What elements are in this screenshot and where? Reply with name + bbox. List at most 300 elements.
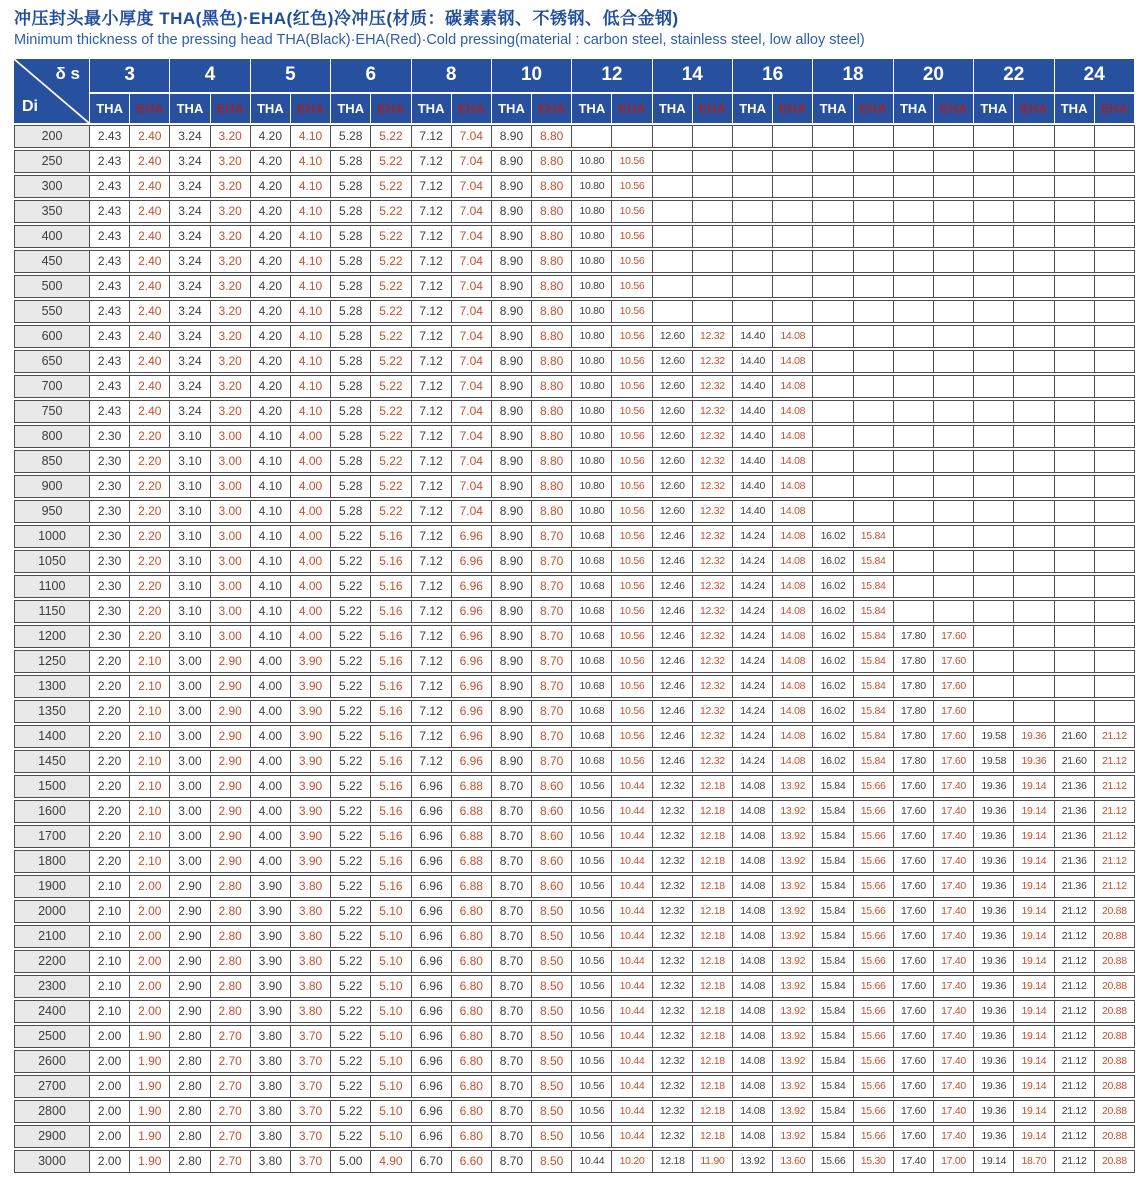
tha-value-cell: 8.70 <box>492 800 532 823</box>
tha-value-cell: 12.32 <box>653 950 693 973</box>
tha-value-cell: 12.32 <box>653 800 693 823</box>
eha-value-cell: 20.88 <box>1095 1100 1135 1123</box>
eha-value-cell: 3.00 <box>211 575 251 598</box>
eha-value-cell: 2.40 <box>130 125 170 148</box>
eha-value-cell: 6.80 <box>452 1050 492 1073</box>
eha-value-cell <box>1014 650 1054 673</box>
eha-value-cell: 3.70 <box>291 1125 331 1148</box>
tha-value-cell: 2.00 <box>90 1150 130 1173</box>
tha-value-cell: 14.24 <box>733 675 773 698</box>
eha-value-cell <box>1014 575 1054 598</box>
tha-value-cell: 2.20 <box>90 650 130 673</box>
tha-value-cell: 12.32 <box>653 850 693 873</box>
di-cell: 400 <box>14 225 90 248</box>
eha-value-cell: 1.90 <box>130 1100 170 1123</box>
eha-value-cell: 7.04 <box>452 425 492 448</box>
eha-value-cell: 8.80 <box>532 350 572 373</box>
eha-value-cell: 2.70 <box>211 1125 251 1148</box>
tha-value-cell: 2.10 <box>90 900 130 923</box>
tha-value-cell: 5.22 <box>331 550 371 573</box>
di-cell: 2700 <box>14 1075 90 1098</box>
eha-value-cell: 6.80 <box>452 950 492 973</box>
tha-value-cell <box>813 250 853 273</box>
tha-value-cell <box>572 125 612 148</box>
tha-value-cell: 10.68 <box>572 525 612 548</box>
eha-value-cell: 5.16 <box>371 775 411 798</box>
tha-value-cell: 10.80 <box>572 175 612 198</box>
eha-value-cell <box>693 275 733 298</box>
eha-value-cell <box>1095 200 1135 223</box>
tha-value-cell: 12.46 <box>653 750 693 773</box>
tha-value-cell: 4.10 <box>251 600 291 623</box>
eha-value-cell: 3.00 <box>211 550 251 573</box>
tha-value-cell: 8.90 <box>492 600 532 623</box>
eha-value-cell: 5.22 <box>371 275 411 298</box>
eha-value-cell: 8.80 <box>532 300 572 323</box>
eha-value-cell: 20.88 <box>1095 1125 1135 1148</box>
eha-value-cell: 6.96 <box>452 725 492 748</box>
eha-value-cell: 17.00 <box>934 1150 974 1173</box>
tha-value-cell: 21.12 <box>1055 975 1095 998</box>
eha-value-cell: 5.22 <box>371 125 411 148</box>
eha-value-cell: 12.18 <box>693 1100 733 1123</box>
tha-value-cell: 3.24 <box>170 350 210 373</box>
tha-value-cell: 5.22 <box>331 950 371 973</box>
tha-value-cell <box>653 200 693 223</box>
tha-value-cell: 2.00 <box>90 1050 130 1073</box>
tha-value-cell: 3.24 <box>170 250 210 273</box>
eha-value-cell: 7.04 <box>452 225 492 248</box>
eha-value-cell: 10.56 <box>612 625 652 648</box>
tha-value-cell: 10.56 <box>572 950 612 973</box>
tha-value-cell <box>974 275 1014 298</box>
tha-value-cell: 6.70 <box>412 1150 452 1173</box>
tha-value-cell <box>813 200 853 223</box>
tha-value-cell: 7.12 <box>412 275 452 298</box>
eha-value-cell <box>773 175 813 198</box>
tha-value-cell: 3.00 <box>170 650 210 673</box>
tha-value-cell: 3.80 <box>251 1050 291 1073</box>
tha-value-cell: 8.90 <box>492 175 532 198</box>
table-row <box>14 1050 1135 1073</box>
tha-value-cell <box>813 300 853 323</box>
tha-value-cell: 17.80 <box>894 675 934 698</box>
table-row <box>14 750 1135 773</box>
eha-value-cell: 8.50 <box>532 975 572 998</box>
tha-value-cell: 21.12 <box>1055 900 1095 923</box>
tha-value-cell: 3.90 <box>251 1000 291 1023</box>
di-cell: 800 <box>14 425 90 448</box>
eha-value-cell: 4.10 <box>291 250 331 273</box>
eha-value-cell <box>1095 625 1135 648</box>
di-cell: 1450 <box>14 750 90 773</box>
table-row <box>14 1125 1135 1148</box>
eha-value-cell: 12.32 <box>693 475 733 498</box>
eha-value-cell: 13.92 <box>773 825 813 848</box>
di-cell: 1100 <box>14 575 90 598</box>
eha-value-cell: 3.00 <box>211 525 251 548</box>
eha-value-cell: 1.90 <box>130 1075 170 1098</box>
eha-value-cell: 3.20 <box>211 200 251 223</box>
eha-value-cell: 8.80 <box>532 500 572 523</box>
eha-value-cell: 14.08 <box>773 525 813 548</box>
eha-value-cell <box>1095 400 1135 423</box>
di-cell: 200 <box>14 125 90 148</box>
eha-value-cell: 13.92 <box>773 1125 813 1148</box>
eha-subheader-cell: EHA <box>934 94 974 123</box>
tha-value-cell: 3.00 <box>170 775 210 798</box>
tha-value-cell <box>894 425 934 448</box>
tha-value-cell: 5.28 <box>331 475 371 498</box>
tha-value-cell: 3.90 <box>251 875 291 898</box>
eha-value-cell: 15.66 <box>854 1000 894 1023</box>
tha-value-cell <box>1055 625 1095 648</box>
eha-value-cell <box>1014 700 1054 723</box>
tha-value-cell <box>974 525 1014 548</box>
table-row <box>14 925 1135 948</box>
tha-value-cell: 17.60 <box>894 975 934 998</box>
size-header-cell: 3 <box>90 59 170 92</box>
eha-value-cell: 17.40 <box>934 1125 974 1148</box>
eha-value-cell: 21.12 <box>1095 825 1135 848</box>
tha-value-cell <box>894 450 934 473</box>
tha-value-cell: 10.68 <box>572 725 612 748</box>
tha-value-cell: 2.30 <box>90 575 130 598</box>
eha-value-cell: 10.56 <box>612 425 652 448</box>
di-cell: 1250 <box>14 650 90 673</box>
corner-label-thickness: δ s <box>55 63 80 83</box>
tha-value-cell: 16.02 <box>813 600 853 623</box>
eha-value-cell: 3.80 <box>291 975 331 998</box>
eha-value-cell: 5.22 <box>371 225 411 248</box>
tha-value-cell: 4.20 <box>251 175 291 198</box>
table-row <box>14 1075 1135 1098</box>
tha-value-cell: 2.80 <box>170 1100 210 1123</box>
eha-value-cell: 4.10 <box>291 375 331 398</box>
eha-value-cell: 7.04 <box>452 250 492 273</box>
tha-value-cell: 15.84 <box>813 1100 853 1123</box>
tha-value-cell: 8.90 <box>492 350 532 373</box>
tha-value-cell: 12.32 <box>653 775 693 798</box>
table-row <box>14 825 1135 848</box>
eha-value-cell <box>773 225 813 248</box>
corner-cell <box>14 59 90 123</box>
tha-value-cell: 4.10 <box>251 525 291 548</box>
eha-value-cell: 2.70 <box>211 1025 251 1048</box>
eha-value-cell: 7.04 <box>452 400 492 423</box>
eha-value-cell: 8.70 <box>532 575 572 598</box>
tha-value-cell: 8.70 <box>492 1125 532 1148</box>
tha-value-cell <box>974 200 1014 223</box>
tha-subheader-cell: THA <box>331 94 371 123</box>
eha-value-cell: 15.66 <box>854 1100 894 1123</box>
eha-value-cell: 8.50 <box>532 925 572 948</box>
tha-value-cell: 21.36 <box>1055 850 1095 873</box>
tha-value-cell: 2.43 <box>90 300 130 323</box>
eha-value-cell: 2.10 <box>130 850 170 873</box>
tha-value-cell: 8.90 <box>492 225 532 248</box>
di-cell: 1050 <box>14 550 90 573</box>
table-row <box>14 1025 1135 1048</box>
eha-value-cell: 8.70 <box>532 675 572 698</box>
eha-value-cell <box>1095 500 1135 523</box>
tha-value-cell: 4.20 <box>251 350 291 373</box>
eha-value-cell: 2.80 <box>211 1000 251 1023</box>
size-header-cell: 16 <box>733 59 813 92</box>
tha-value-cell: 6.96 <box>412 950 452 973</box>
tha-value-cell: 3.90 <box>251 975 291 998</box>
tha-value-cell: 4.00 <box>251 800 291 823</box>
tha-value-cell: 10.68 <box>572 575 612 598</box>
table-row <box>14 575 1135 598</box>
eha-subheader-cell: EHA <box>693 94 733 123</box>
eha-value-cell: 10.44 <box>612 1075 652 1098</box>
eha-value-cell: 14.08 <box>773 425 813 448</box>
eha-value-cell: 2.20 <box>130 475 170 498</box>
tha-value-cell: 2.20 <box>90 825 130 848</box>
tha-value-cell: 7.12 <box>412 350 452 373</box>
eha-value-cell: 12.18 <box>693 1050 733 1073</box>
tha-value-cell: 3.24 <box>170 225 210 248</box>
tha-value-cell: 8.70 <box>492 825 532 848</box>
tha-value-cell: 2.80 <box>170 1075 210 1098</box>
tha-value-cell: 2.43 <box>90 225 130 248</box>
eha-value-cell <box>612 125 652 148</box>
eha-value-cell: 20.88 <box>1095 1050 1135 1073</box>
eha-value-cell: 6.88 <box>452 850 492 873</box>
eha-value-cell: 6.96 <box>452 600 492 623</box>
eha-value-cell: 17.60 <box>934 650 974 673</box>
tha-value-cell <box>894 275 934 298</box>
tha-value-cell: 10.56 <box>572 850 612 873</box>
tha-value-cell: 4.00 <box>251 675 291 698</box>
tha-value-cell: 5.28 <box>331 400 371 423</box>
tha-value-cell <box>1055 125 1095 148</box>
tha-value-cell: 12.46 <box>653 575 693 598</box>
tha-value-cell <box>974 450 1014 473</box>
eha-value-cell: 8.50 <box>532 1025 572 1048</box>
eha-value-cell: 13.92 <box>773 775 813 798</box>
tha-value-cell: 19.58 <box>974 725 1014 748</box>
table-row <box>14 400 1135 423</box>
tha-value-cell: 3.24 <box>170 300 210 323</box>
eha-value-cell: 12.18 <box>693 875 733 898</box>
eha-value-cell: 2.90 <box>211 700 251 723</box>
eha-value-cell: 4.00 <box>291 450 331 473</box>
size-header-cell: 8 <box>412 59 492 92</box>
tha-value-cell <box>653 125 693 148</box>
tha-value-cell: 4.10 <box>251 550 291 573</box>
tha-value-cell: 3.24 <box>170 175 210 198</box>
tha-value-cell: 14.08 <box>733 975 773 998</box>
tha-value-cell: 3.00 <box>170 800 210 823</box>
tha-value-cell: 8.90 <box>492 725 532 748</box>
tha-value-cell: 17.40 <box>894 1150 934 1173</box>
tha-value-cell <box>894 250 934 273</box>
tha-value-cell: 7.12 <box>412 200 452 223</box>
tha-value-cell: 10.68 <box>572 625 612 648</box>
di-cell: 300 <box>14 175 90 198</box>
eha-value-cell <box>773 200 813 223</box>
eha-value-cell: 10.44 <box>612 900 652 923</box>
eha-value-cell: 10.44 <box>612 1000 652 1023</box>
tha-value-cell <box>974 500 1014 523</box>
tha-value-cell: 19.36 <box>974 1075 1014 1098</box>
tha-value-cell: 8.70 <box>492 900 532 923</box>
tha-value-cell: 12.46 <box>653 700 693 723</box>
eha-value-cell: 12.18 <box>693 825 733 848</box>
tha-value-cell: 8.70 <box>492 1075 532 1098</box>
tha-value-cell <box>1055 250 1095 273</box>
eha-value-cell: 2.00 <box>130 925 170 948</box>
tha-value-cell: 7.12 <box>412 175 452 198</box>
eha-value-cell: 6.88 <box>452 875 492 898</box>
eha-value-cell: 19.14 <box>1014 775 1054 798</box>
eha-value-cell: 17.60 <box>934 700 974 723</box>
tha-value-cell: 8.90 <box>492 575 532 598</box>
tha-value-cell: 17.60 <box>894 1025 934 1048</box>
tha-value-cell: 14.08 <box>733 950 773 973</box>
eha-value-cell: 20.88 <box>1095 925 1135 948</box>
eha-value-cell: 3.00 <box>211 600 251 623</box>
eha-value-cell: 12.18 <box>693 1000 733 1023</box>
tha-value-cell: 7.12 <box>412 475 452 498</box>
tha-value-cell: 4.10 <box>251 425 291 448</box>
tha-value-cell: 7.12 <box>412 150 452 173</box>
tha-value-cell: 10.80 <box>572 150 612 173</box>
tha-subheader-cell: THA <box>90 94 130 123</box>
tha-value-cell: 14.08 <box>733 1100 773 1123</box>
eha-value-cell: 6.96 <box>452 750 492 773</box>
eha-value-cell: 6.80 <box>452 900 492 923</box>
tha-subheader-cell: THA <box>653 94 693 123</box>
eha-value-cell: 5.16 <box>371 800 411 823</box>
tha-value-cell: 3.80 <box>251 1100 291 1123</box>
eha-value-cell: 6.88 <box>452 800 492 823</box>
eha-value-cell: 2.90 <box>211 650 251 673</box>
eha-value-cell: 3.90 <box>291 750 331 773</box>
table-row <box>14 875 1135 898</box>
eha-value-cell: 12.18 <box>693 925 733 948</box>
eha-value-cell: 3.70 <box>291 1100 331 1123</box>
tha-value-cell: 14.08 <box>733 825 773 848</box>
eha-value-cell: 12.18 <box>693 1075 733 1098</box>
tha-value-cell <box>1055 575 1095 598</box>
tha-value-cell: 16.02 <box>813 750 853 773</box>
eha-value-cell: 12.32 <box>693 450 733 473</box>
eha-value-cell: 5.22 <box>371 375 411 398</box>
tha-value-cell: 19.36 <box>974 925 1014 948</box>
table-row <box>14 775 1135 798</box>
tha-value-cell: 13.92 <box>733 1150 773 1173</box>
eha-value-cell: 7.04 <box>452 175 492 198</box>
di-cell: 1150 <box>14 600 90 623</box>
eha-value-cell <box>854 225 894 248</box>
eha-value-cell: 10.56 <box>612 700 652 723</box>
tha-value-cell: 10.56 <box>572 975 612 998</box>
table-row <box>14 525 1135 548</box>
eha-value-cell <box>934 125 974 148</box>
eha-value-cell <box>854 325 894 348</box>
tha-value-cell <box>974 125 1014 148</box>
tha-value-cell: 15.84 <box>813 1125 853 1148</box>
table-head <box>14 59 1135 123</box>
corner-label-diameter: Di <box>22 97 38 115</box>
eha-value-cell: 5.16 <box>371 550 411 573</box>
tha-value-cell: 7.12 <box>412 300 452 323</box>
di-cell: 2400 <box>14 1000 90 1023</box>
tha-value-cell: 3.00 <box>170 825 210 848</box>
eha-value-cell: 15.66 <box>854 825 894 848</box>
eha-value-cell: 10.56 <box>612 325 652 348</box>
eha-value-cell <box>1014 400 1054 423</box>
eha-value-cell: 14.08 <box>773 450 813 473</box>
eha-value-cell: 3.00 <box>211 475 251 498</box>
tha-value-cell: 6.96 <box>412 1075 452 1098</box>
eha-value-cell: 8.60 <box>532 775 572 798</box>
eha-value-cell: 6.96 <box>452 525 492 548</box>
tha-value-cell: 7.12 <box>412 700 452 723</box>
tha-value-cell <box>974 350 1014 373</box>
tha-value-cell: 5.22 <box>331 1025 371 1048</box>
eha-value-cell <box>934 575 974 598</box>
tha-value-cell <box>813 125 853 148</box>
eha-value-cell: 5.16 <box>371 700 411 723</box>
tha-value-cell: 6.96 <box>412 850 452 873</box>
eha-value-cell: 2.70 <box>211 1100 251 1123</box>
tha-value-cell: 3.90 <box>251 925 291 948</box>
eha-value-cell <box>1095 150 1135 173</box>
eha-value-cell: 3.90 <box>291 675 331 698</box>
eha-value-cell: 14.08 <box>773 750 813 773</box>
tha-value-cell: 14.40 <box>733 400 773 423</box>
tha-value-cell: 14.08 <box>733 1000 773 1023</box>
eha-value-cell: 3.20 <box>211 400 251 423</box>
tha-value-cell: 5.28 <box>331 500 371 523</box>
eha-value-cell: 19.14 <box>1014 800 1054 823</box>
eha-value-cell: 2.40 <box>130 300 170 323</box>
table-row <box>14 150 1135 173</box>
eha-value-cell: 2.00 <box>130 950 170 973</box>
tha-value-cell: 10.80 <box>572 200 612 223</box>
eha-value-cell <box>773 300 813 323</box>
eha-value-cell: 13.92 <box>773 1025 813 1048</box>
tha-value-cell <box>1055 400 1095 423</box>
eha-value-cell <box>854 175 894 198</box>
eha-value-cell: 5.22 <box>371 400 411 423</box>
tha-value-cell: 3.10 <box>170 525 210 548</box>
di-cell: 700 <box>14 375 90 398</box>
eha-value-cell: 15.84 <box>854 575 894 598</box>
table-row <box>14 700 1135 723</box>
tha-value-cell: 15.84 <box>813 975 853 998</box>
tha-value-cell: 12.46 <box>653 600 693 623</box>
tha-value-cell: 5.22 <box>331 625 371 648</box>
eha-value-cell: 15.66 <box>854 875 894 898</box>
tha-value-cell: 16.02 <box>813 625 853 648</box>
tha-value-cell: 5.22 <box>331 1125 371 1148</box>
tha-value-cell: 5.00 <box>331 1150 371 1173</box>
tha-value-cell: 2.30 <box>90 600 130 623</box>
eha-value-cell: 1.90 <box>130 1050 170 1073</box>
di-cell: 2200 <box>14 950 90 973</box>
eha-value-cell: 7.04 <box>452 275 492 298</box>
eha-value-cell: 12.32 <box>693 750 733 773</box>
tha-value-cell: 2.00 <box>90 1125 130 1148</box>
tha-value-cell: 15.84 <box>813 850 853 873</box>
eha-value-cell: 3.70 <box>291 1025 331 1048</box>
di-cell: 1000 <box>14 525 90 548</box>
